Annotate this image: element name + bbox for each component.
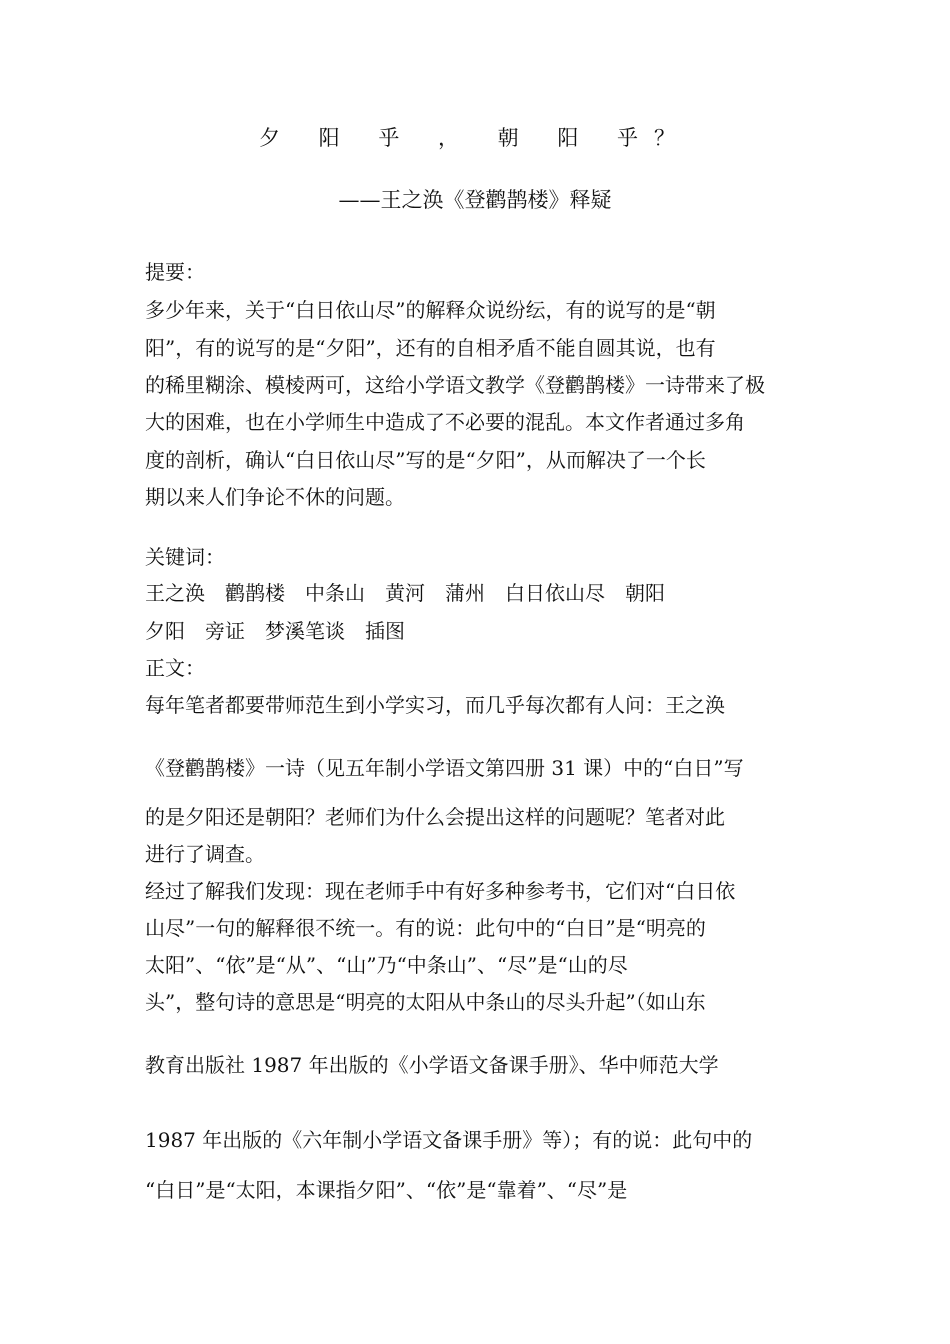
body-line: 教育出版社 1987 年出版的《小学语文备课手册》、华中师范大学 (145, 1053, 719, 1077)
abstract-line: 期以来人们争论不休的问题。 (145, 485, 405, 509)
document-title: 夕 阳 乎 ， 朝 阳 乎？ (258, 126, 692, 150)
keywords-line: 夕阳 旁证 梦溪笔谈 插图 (145, 619, 405, 643)
body-line: 每年笔者都要带师范生到小学实习，而几乎每次都有人问：王之涣 (145, 693, 725, 717)
body-label: 正文： (145, 656, 205, 680)
abstract-line: 大的困难，也在小学师生中造成了不必要的混乱。本文作者通过多角 (145, 410, 745, 434)
document-subtitle: ——王之涣《登鹳鹊楼》释疑 (338, 188, 612, 212)
body-line: 太阳”、“依”是“从”、“山”乃“中条山”、“尽”是“山的尽 (145, 953, 628, 977)
keywords-line: 王之涣 鹳鹊楼 中条山 黄河 蒲州 白日依山尽 朝阳 (145, 581, 665, 605)
body-line: “白日”是“太阳，本课指夕阳”、“依”是“靠着”、“尽”是 (145, 1178, 628, 1202)
body-line: 1987 年出版的《六年制小学语文备课手册》等）；有的说：此句中的 (145, 1128, 753, 1152)
body-line: 经过了解我们发现：现在老师手中有好多种参考书，它们对“白日依 (145, 879, 736, 903)
body-line: 的是夕阳还是朝阳？老师们为什么会提出这样的问题呢？笔者对此 (145, 805, 725, 829)
abstract-label: 提要： (145, 260, 205, 284)
body-line: 山尽”一句的解释很不统一。有的说：此句中的“白日”是“明亮的 (145, 916, 706, 940)
abstract-line: 的稀里糊涂、模棱两可，这给小学语文教学《登鹳鹊楼》一诗带来了极 (145, 373, 765, 397)
keywords-label: 关键词： (145, 545, 225, 569)
body-line: 进行了调查。 (145, 842, 265, 866)
abstract-line: 多少年来，关于“白日依山尽”的解释众说纷纭，有的说写的是“朝 (145, 298, 716, 322)
abstract-line: 度的剖析，确认“白日依山尽”写的是“夕阳”，从而解决了一个长 (145, 448, 706, 472)
body-line: 头”，整句诗的意思是“明亮的太阳从中条山的尽头升起”（如山东 (145, 990, 706, 1014)
body-line: 《登鹳鹊楼》一诗（见五年制小学语文第四册 31 课）中的“白日”写 (145, 756, 744, 780)
abstract-line: 阳”，有的说写的是“夕阳”，还有的自相矛盾不能自圆其说，也有 (145, 336, 716, 360)
